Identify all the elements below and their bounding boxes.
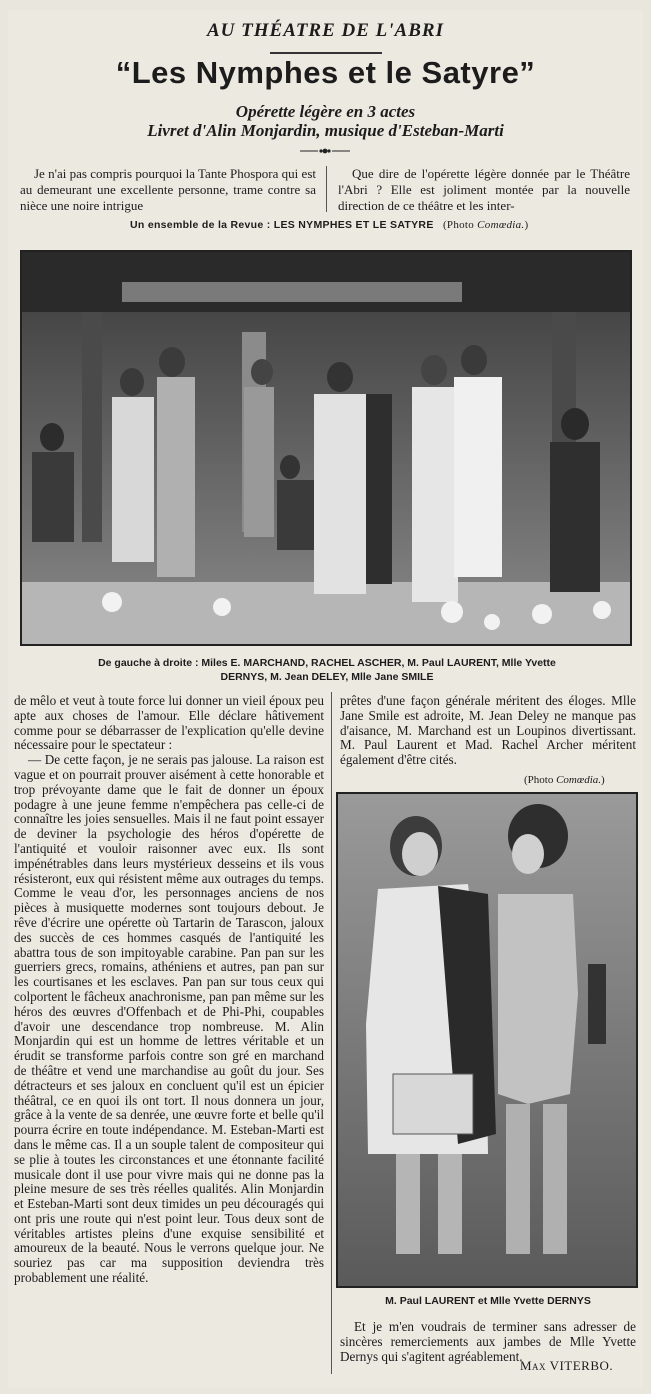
portrait-caption: M. Paul LAURENT et Mlle Yvette DERNYS [385, 1295, 591, 1307]
body-paragraph: — De cette façon, je ne serais pas jalouse. La raison est vague et on pourrait prouver aisément à cette honorable et trop prévoyante dame que le fait de donner un époux podagre à une jeune femme n'empêchera pas celle-ci de connaître les joies sensuelles. Mais il ne faut point essayer de deviner la psychologie des héros d'opérette de l'antiquité et vouloir raisonner avec eux. Ils sont impénétrables dans leurs mystérieux desseins et ils vous résisteront, eux qui résistent même aux outrages du temps. Comme le veau d'or, les personnages anciens de nos pièces à musiquette modernes sont toujours debout. Je rêve d'écrire une opérette où Tartarin de Tarascon, jaloux des succès de ces hommes casqués de l'antiquité les abattra tous de son impitoyable carabine. Pan pan sur les guerriers grecs, romains, athéniens et autres, pan pan sur les courtisanes et les esclaves. Pan pan sur tous ceux qui colportent le fâcheux anachronisme, pan pan même sur les héros des œuvres d'Offenbach et de Phi-Phi, coupables d'avoir une descendance trop nombreuse. M. Alin Monjardin qui est un homme de lettres véritable et un érudit se transforme parfois contre son gré en marchand de théâtre et vend une marchandise au goût du jour. Ses détracteurs et ses jaloux en concluent qu'il est un épicier théâtral, ce en quoi ils ont tort. Il nous donnera un jour, grâce à la vente de sa denrée, une œuvre forte et belle qu'il pourra écrire en toute indépendance. M. Esteban-Marti est dans le même cas. Il a un souple talent de compositeur qui se plie à toutes les circonstances et une étonnante facilité musicale dont il use pour vivre mais qui ne donne pas la pleine mesure de ses très réelles qualités. Alin Monjardin et Esteban-Marti sont deux timides un peu découragés qui ont pris une route qui n'est point leur. Tous deux sont de véritables artistes pleins d'une exquise sensibilité et amoureux de la beauté. Nous le verrons quelque jour. Ne souriez pas car ma supposition deviendra très probablement une réalité. [14, 752, 324, 1286]
section-kicker: AU THÉATRE DE L'ABRI [207, 20, 444, 41]
article-body-left-column [14, 694, 324, 1286]
intro-right-paragraph: Que dire de l'opérette légère donnée par le Théâtre l'Abri ? Elle est joliment montée par la nouvelle direction de ce théâtre et les inter- [338, 166, 630, 213]
body-paragraph: prêtes d'une façon générale méritent des éloges. Mlle Jane Smile est adroite, M. Jean Deley ne manque pas d'aisance, M. Marchand est un Loupinos divertissant. M. Paul Laurent et Mad. Rachel Archer méritent également d'être cités. [340, 693, 636, 768]
duo-photo-image [338, 794, 636, 1286]
caption-names-line2: DERNYS, M. Jean DELEY, Mlle Jane SMILE [220, 671, 434, 683]
column-divider-main [331, 692, 332, 1374]
author-signature: Max VITERBO. [520, 1358, 614, 1373]
kicker-underline [270, 52, 382, 54]
article-headline: “Les Nymphes et le Satyre” [115, 55, 536, 90]
intro-left-paragraph: Je n'ai pas compris pourquoi la Tante Phospora qui est au demeurant une excellente personne, trame contre sa nièce une noire intrigue [20, 166, 316, 213]
column-divider-top [326, 166, 327, 212]
body-paragraph: de mêlo et veut à toute force lui donner un vieil époux peu apte aux choses de l'amour. Elle déclare hâtivement comme pour se débarrasser de l'explication qu'elle devine nécessaire pour le spectateur : [14, 693, 324, 753]
photo-credit-second: (Photo Comœdia.) [524, 774, 605, 786]
article-body-right-column [340, 694, 636, 768]
photo-caption-names [20, 656, 634, 684]
photo-caption-top [130, 219, 630, 231]
closing-paragraph: Et je m'en voudrais de terminer sans adresser de sincères remerciements aux jambes de Mlle Yvette Dernys qui s'agitent agréablement. [340, 1319, 636, 1364]
stage-ensemble-photo [20, 250, 632, 646]
article-subtitle: Opérette légère en 3 actes [235, 102, 416, 121]
photo-credit: (Photo Comœdia.) [442, 219, 529, 231]
article-credits: Livret d'Alin Monjardin, musique d'Esteban-Marti [147, 121, 504, 140]
caption-names-line1: De gauche à droite : Miles E. MARCHAND, RACHEL ASCHER, M. Paul LAURENT, Mlle Yvette [98, 657, 556, 669]
caption-text: Un ensemble de la Revue : LES NYMPHES ET LE SATYRE [130, 219, 434, 231]
ornament-divider [300, 146, 350, 156]
stage-photo-image [22, 252, 630, 644]
duo-portrait-photo [336, 792, 638, 1288]
